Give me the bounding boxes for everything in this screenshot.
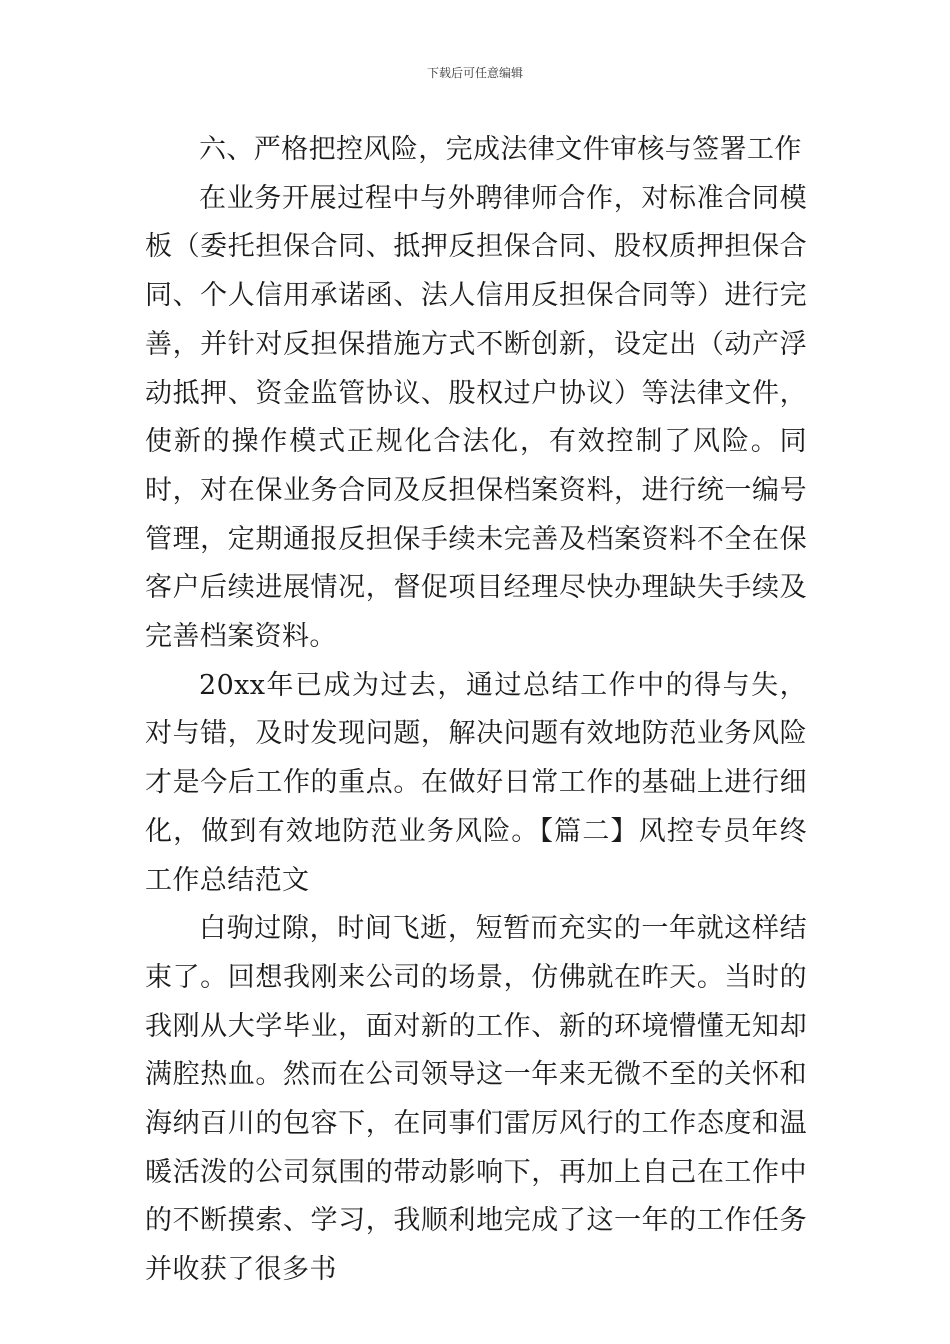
section-heading: 六、严格把控风险，完成法律文件审核与签署工作: [199, 134, 802, 165]
paragraph-annual-reflection: 白驹过隙，时间飞逝，短暂而充实的一年就这样结束了。回想我刚来公司的场景，仿佛就在昨天。当时的我刚从大学毕业，面对新的工作、新的环境懵懂无知却满腔热血。然而在公司领导这一年来无微不至的关怀和海纳百川的包容下，在同事们雷厉风行的工作态度和温暖活泼的公司氛围的带动影响下，再加上自己在工作中的不断摸索、学习，我顺利地完成了这一年的工作任务并收获了很多书: [145, 913, 807, 1286]
page-header: 下载后可任意编辑: [426, 66, 523, 80]
paragraph-year-summary: 20xx年已成为过去，通过总结工作中的得与失，对与错，及时发现问题，解决问题有效地防范业务风险才是今后工作的重点。在做好日常工作的基础上进行细化，做到有效地防范业务风险。【篇二】风控专员年终工作总结范文: [145, 669, 807, 896]
document-body: [145, 126, 807, 1295]
paragraph-legal-documents: 在业务开展过程中与外聘律师合作，对标准合同模板（委托担保合同、抵押反担保合同、股权质押担保合同、个人信用承诺函、法人信用反担保合同等）进行完善，并针对反担保措施方式不断创新，设定出（动产浮动抵押、资金监管协议、股权过户协议）等法律文件，使新的操作模式正规化合法化，有效控制了风险。同时，对在保业务合同及反担保档案资料，进行统一编号管理，定期通报反担保手续未完善及档案资料不全在保客户后续进展情况，督促项目经理尽快办理缺失手续及完善档案资料。: [145, 182, 807, 653]
